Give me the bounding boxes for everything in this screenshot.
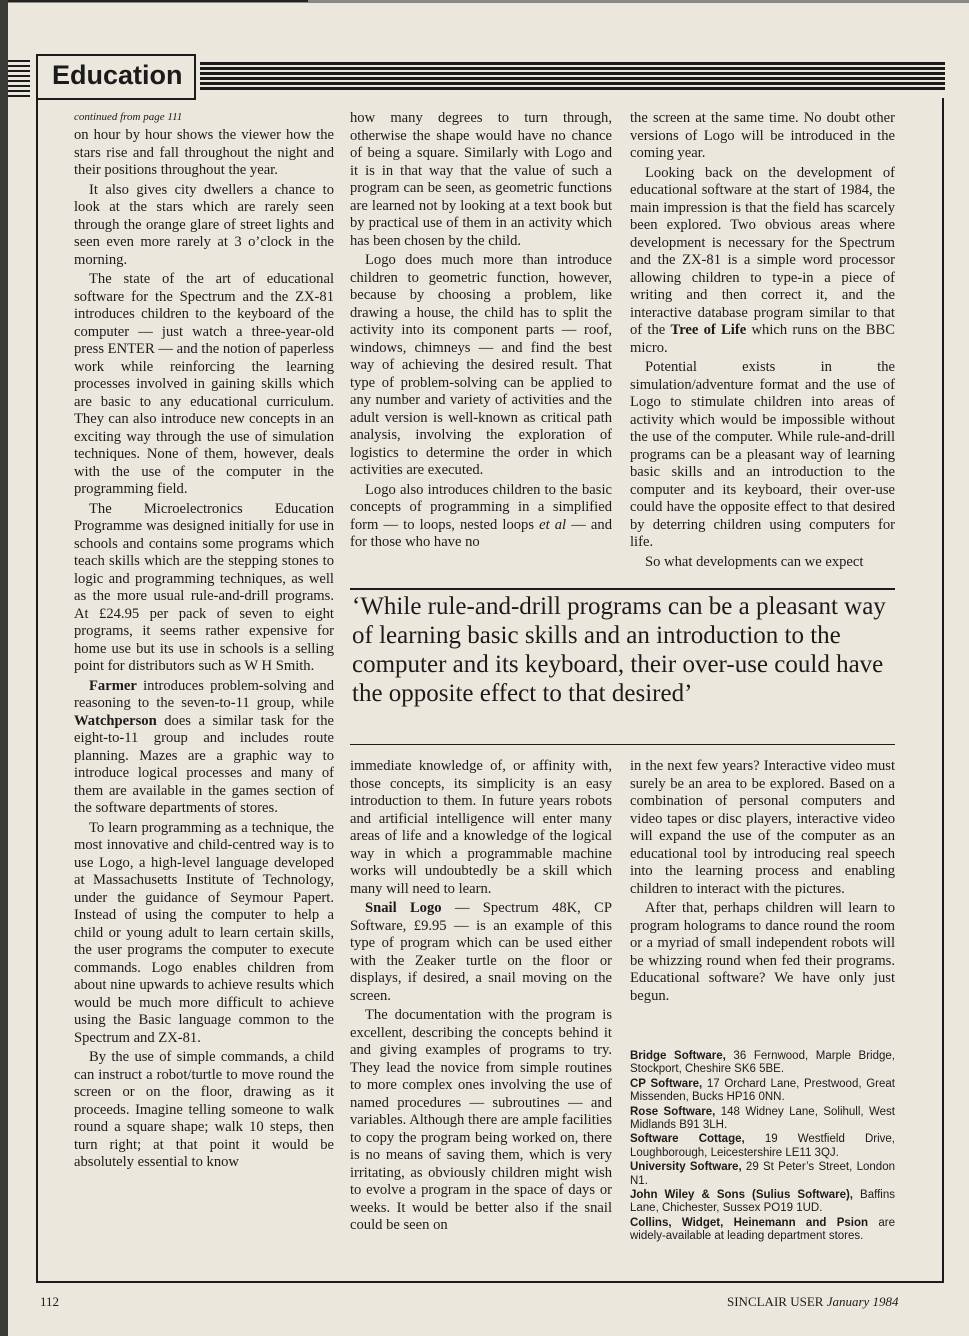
pullquote: ‘While rule-and-drill programs can be a pleasant way of learning basic skills and an introduction to the computer and its keyboard, their over-use could have the opposite effect to that desired’ — [352, 593, 886, 707]
address-entry: University Software, 29 St Peter’s Street, London N1. — [630, 1161, 895, 1187]
article-column-3-lower — [630, 758, 895, 1048]
address-entry: Rose Software, 148 Widney Lane, Solihull, West Midlands B91 3LH. — [630, 1105, 895, 1132]
pullquote-rule-top — [350, 588, 895, 590]
continued-note: continued from page 111 — [74, 111, 183, 123]
program-name-farmer: Farmer — [89, 677, 137, 694]
page-number: 112 — [40, 1294, 60, 1309]
page-binding-edge — [0, 0, 8, 1336]
program-name-watchperson: Watchperson — [74, 712, 157, 729]
program-name-tree-of-life: Tree of Life — [670, 322, 747, 338]
header-right-rules — [200, 62, 945, 90]
paragraph: Logo also introduces children to the basic concepts of programming in a simplified form — to loops, nested loops et al — and for those who have no — [350, 481, 612, 550]
magazine-name: SINCLAIR USER — [727, 1294, 824, 1309]
header-left-rules — [8, 60, 30, 100]
paragraph: To learn programming as a technique, the most innovative and child-centred way is to use Logo, a high-level language developed at Massachusetts Institute of Technology, under the guidance of Seymour Papert. Instead of using the computer to help a child or young adult to learn certain skills, the user programs the computer to execute commands. Logo enables children from about nine upwards to achieve results which would be much more difficult to achieve using the Basic language common to the Spectrum and ZX-81. — [74, 819, 334, 1046]
paragraph: Potential exists in the simulation/adventure format and the use of Logo to stimulate children into areas of activity which would be impossible without the use of the computer. While rule-and-drill programs can be a pleasant way of learning basic skills and an introduction to the computer and its keyboard, their over-use could have the opposite effect to that desired by deterring children using computers for life. — [630, 359, 895, 550]
paragraph: the screen at the same time. No doubt other versions of Logo will be introduced in the coming year. — [630, 110, 895, 161]
paragraph-tree-of-life: Looking back on the development of educational software at the start of 1984, the main impression is that the field has scarcely been explored. Two obvious areas where development is necessary for the Spectrum and the ZX-81 is a simple word processor allowing children to type-in a piece of writing and then correct it, and the interactive database program similar to that of the Tree of Life which runs on the BBC micro. — [630, 164, 895, 356]
article-column-2-lower — [350, 758, 612, 1280]
paragraph: how many degrees to turn through, otherwise the shape would have no chance of being a square. Similarly with Logo and it is in that way that the value of such a program can be seen, as geometric functions are learned not by looking at a text book but by practical use of them in an activity which has been chosen by the child. — [350, 110, 612, 249]
paragraph: By the use of simple commands, a child can instruct a robot/turtle to move round the screen or on the floor, drawing as it proceeds. Imagine telling someone to walk round a square shape; walk 10 steps, then turn right; at that point it would be absolutely essential to know — [74, 1049, 334, 1170]
issue-date: January 1984 — [826, 1294, 899, 1309]
paragraph: Logo does much more than introduce children to geometric function, however, because by choosing a problem, like drawing a house, the child has to split the activity into its component parts — roof, windows, chimneys — and find the best way of achieving the desired result. That type of problem-solving can be applied to any number and variety of activities and the adult version is well-known as critical path analysis, involving the exploration of logistics to determine the order in which activities are executed. — [350, 252, 612, 478]
program-name-snail-logo: Snail Logo — [365, 900, 442, 916]
address-entry: CP Software, 17 Orchard Lane, Prestwood, Great Missenden, Bucks HP16 0NN. — [630, 1077, 895, 1104]
paragraph-snail-logo: Snail Logo — Spectrum 48K, CP Software, £9.95 — is an example of this type of program which can be used either with the Zeaker turtle on the floor or displays, if desired, a snail moving on the screen. — [350, 900, 612, 1004]
paragraph: So what developments can we expect — [645, 553, 864, 570]
magazine-footer — [727, 1294, 899, 1310]
article-column-2 — [350, 110, 612, 585]
paragraph: in the next few years? Interactive video must surely be an area to be explored. Based on a combination of personal computers and video tapes or disc players, interactive video will expand the use of the computer as an educational tool by introducing real speech into the learning process and enabling children to interact with the pictures. — [630, 758, 895, 897]
paragraph: After that, perhaps children will learn to program holograms to dance round the room or a myriad of small independent robots will be whizzing round when fed their programs. Educational software? We have only just begun. — [630, 900, 895, 1004]
section-title: Education — [52, 60, 183, 90]
pullquote-rule-bottom — [350, 744, 895, 745]
paragraph: The state of the art of educational software for the Spectrum and the ZX-81 introduces children to the keyboard of the computer — just watch a three-year-old press ENTER — and the notion of paperless work while reinforcing the learning processes involved in gaining skills which are basic to any educational curriculum. They can also introduce new concepts in an exciting way through the use of simulation techniques. None of them, however, deals with the use of the computer in the programming field. — [74, 271, 334, 497]
paragraph: It also gives city dwellers a chance to look at the stars which are rarely seen through the orange glare of street lights and seen even more rarely at 3 o’clock in the morning. — [74, 181, 334, 268]
top-edge-shadow — [8, 0, 308, 2]
paragraph: immediate knowledge of, or affinity with, those concepts, its simplicity is an easy introduction to them. In future years robots and artificial intelligence will enter many areas of life and a knowledge of the logical way in which a programmable machine works will undoubtedly be a skill which many will need to learn. — [350, 758, 612, 897]
address-entry: Collins, Widget, Heinemann and Psion are widely-available at leading department stores. — [630, 1216, 895, 1243]
address-entry: Software Cottage, 19 Westfield Drive, Loughborough, Leicestershire LE11 3QJ. — [630, 1133, 895, 1159]
article-column-3 — [630, 110, 895, 585]
paragraph: The documentation with the program is excellent, describing the concepts behind it and giving examples of programs to try. They lead the novice from simple routines to more complex ones involving the use of named procedures — subroutines — and variables. Although there are ample facilities to copy the program being worked on, there is no means of saving them, which is very irritating, as obviously children might wish to evolve a program in the space of days or weeks. It would be better also if the snail could be seen on — [350, 1007, 612, 1233]
article-column-1 — [74, 110, 334, 1280]
paragraph-farmer: Farmer introduces problem-solving and reasoning to the seven-to-11 group, while Watchperson does a similar task for the eight-to-11 group and includes route planning. Mazes are a graphic way to introduce logical processes and many of them are available in the games section of the software departments of stores. — [74, 677, 334, 816]
paragraph: on hour by hour shows the viewer how the stars rise and fall throughout the night and their positions throughout the year. — [74, 127, 334, 178]
address-entry: Bridge Software, 36 Fernwood, Marple Bridge, Stockport, Cheshire SK6 5BE. — [630, 1050, 895, 1076]
section-header-box — [36, 54, 196, 100]
paragraph: The Microelectronics Education Programme was designed initially for use in schools and contains some programs which teach skills which are the stepping stones to logic and programming techniques, as well as the more usual rule-and-drill programs. At £24.95 per pack of seven to eight programs, it seems rather expensive for home use but its use in schools is a selling point for distributors such as W H Smith. — [74, 500, 334, 674]
supplier-address-list — [630, 1050, 895, 1265]
address-entry: John Wiley & Sons (Sulius Software), Baffins Lane, Chichester, Sussex PO19 1UD. — [630, 1189, 895, 1215]
